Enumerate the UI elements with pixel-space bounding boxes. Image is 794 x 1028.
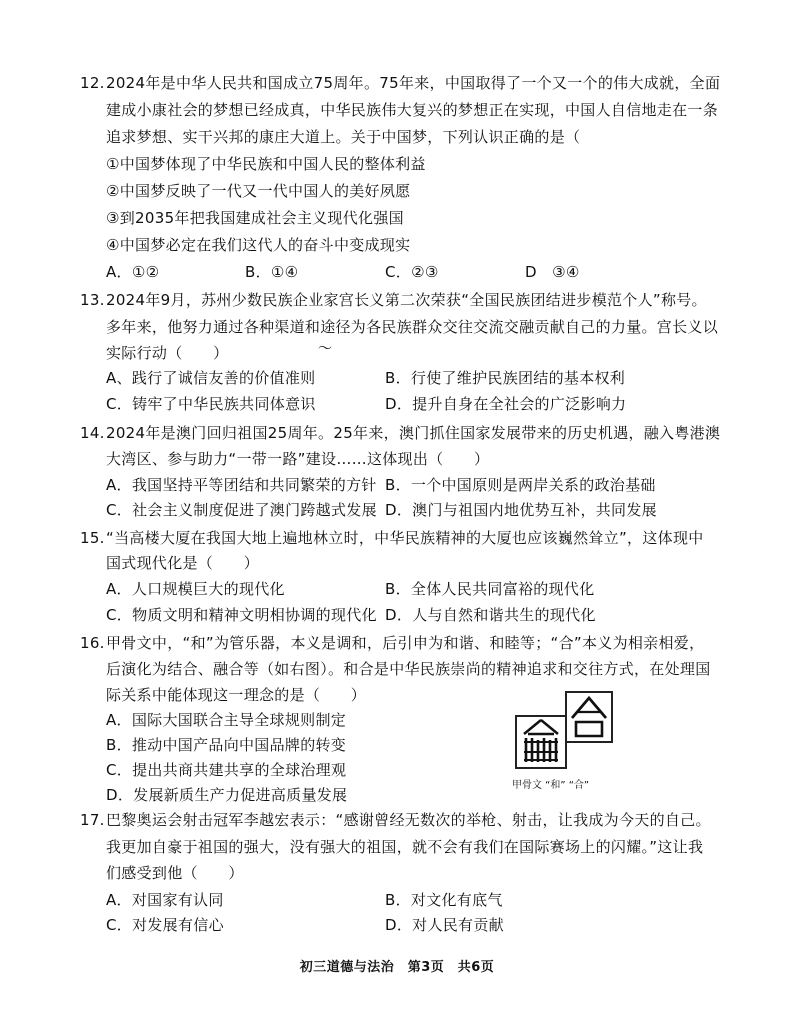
option-a: A．人口规模巨大的现代化	[106, 580, 285, 598]
option-d: D．对人民有贡献	[385, 916, 504, 934]
question-line: 14.2024年是澳门回归祖国25周年。25年来，澳门抓住国家发展带来的历史机遇，融入粤港澳	[80, 424, 721, 442]
question-line: 实际行动（ ）	[106, 344, 229, 362]
option-a: A．对国家有认同	[106, 891, 224, 909]
option-a: A．国际大国联合主导全球规则制定	[106, 711, 347, 729]
option-a: A．我国坚持平等团结和共同繁荣的方针	[106, 476, 377, 494]
question-line: 13.2024年9月，苏州少数民族企业家宫长义第二次荣获“全国民族团结进步模范个人”称号。	[80, 291, 707, 309]
option-a: A、践行了诚信友善的价值准则	[106, 369, 316, 387]
oracle-he2-glyph	[566, 692, 612, 742]
page-footer: 初三道德与法治 第3页 共6页	[299, 960, 495, 975]
option-b: B．对文化有底气	[385, 891, 503, 909]
option-c: C．对发展有信心	[106, 916, 224, 934]
statement-4: ④中国梦必定在我们这代人的奋斗中变成现实	[106, 236, 411, 254]
option-d: D．发展新质生产力促进高质量发展	[106, 786, 348, 804]
option-d: D．提升自身在全社会的广泛影响力	[385, 395, 627, 413]
question-line: 12.2024年是中华人民共和国成立75周年。75年来，中国取得了一个又一个的伟大成就，全面	[80, 74, 721, 92]
option-b: B．①④	[245, 263, 299, 281]
statement-2: ②中国梦反映了一代又一代中国人的美好夙愿	[106, 182, 411, 200]
question-line: 16.甲骨文中，“和”为管乐器，本义是调和，后引申为和谐、和睦等；“合”本义为相亲相爱，	[80, 634, 705, 652]
question-number: 16.	[80, 634, 105, 652]
question-number: 17.	[80, 811, 105, 829]
option-b: B．全体人民共同富裕的现代化	[385, 580, 595, 598]
question-line: 17.巴黎奥运会射击冠军李越宏表示：“感谢曾经无数次的举枪、射击，让我成为今天的自己。	[80, 811, 711, 829]
figure-caption: 甲骨文 “和” “合”	[512, 780, 590, 791]
stray-mark: ～	[318, 341, 332, 357]
option-c: C．提出共商共建共享的全球治理观	[106, 761, 347, 779]
question-line: 多年来，他努力通过各种渠道和途径为各民族群众交往交流交融贡献自己的力量。宫长义以	[106, 318, 719, 336]
question-number: 14.	[80, 424, 105, 442]
statement-3: ③到2035年把我国建成社会主义现代化强国	[106, 209, 404, 227]
oracle-he-glyph	[516, 716, 566, 768]
question-line: 们感受到他（ ）	[106, 864, 244, 882]
question-line: 我更加自豪于祖国的强大，没有强大的祖国，就不会有我们在国际赛场上的闪耀。”这让我	[106, 838, 704, 856]
option-c: C．②③	[385, 263, 439, 281]
question-line: 国式现代化是（ ）	[106, 554, 260, 572]
option-b: B．一个中国原则是两岸关系的政治基础	[385, 476, 656, 494]
option-d: D．人与自然和谐共生的现代化	[385, 606, 596, 624]
question-number: 15.	[80, 529, 105, 547]
question-number: 12.	[80, 74, 105, 92]
option-b: B．行使了维护民族团结的基本权利	[385, 369, 626, 387]
option-a: A．①②	[106, 263, 160, 281]
question-line: 大湾区、参与助力“一带一路”建设……这体现出（ ）	[106, 450, 490, 468]
question-line: 后演化为结合、融合等（如右图）。和合是中华民族崇尚的精神追求和交往方式，在处理国	[106, 660, 711, 678]
statement-1: ①中国梦体现了中华民族和中国人民的整体利益	[106, 155, 426, 173]
option-d: D ③④	[525, 263, 580, 281]
option-c: C．物质文明和精神文明相协调的现代化	[106, 606, 377, 624]
option-c: C．铸牢了中华民族共同体意识	[106, 395, 316, 413]
option-d: D．澳门与祖国内地优势互补，共同发展	[385, 501, 657, 519]
question-line: 追求梦想、实干兴邦的康庄大道上。关于中国梦，下列认识正确的是（	[106, 128, 581, 146]
question-number: 13.	[80, 291, 105, 309]
option-b: B．推动中国产品向中国品牌的转变	[106, 736, 347, 754]
option-c: C．社会主义制度促进了澳门跨越式发展	[106, 501, 377, 519]
question-line: 15.“当高楼大厦在我国大地上遍地林立时，中华民族精神的大厦也应该巍然耸立”，这体现中	[80, 529, 704, 547]
question-line: 际关系中能体现这一理念的是（ ）	[106, 686, 367, 704]
question-line: 建成小康社会的梦想已经成真，中华民族伟大复兴的梦想正在实现，中国人自信地走在一条	[106, 101, 719, 119]
